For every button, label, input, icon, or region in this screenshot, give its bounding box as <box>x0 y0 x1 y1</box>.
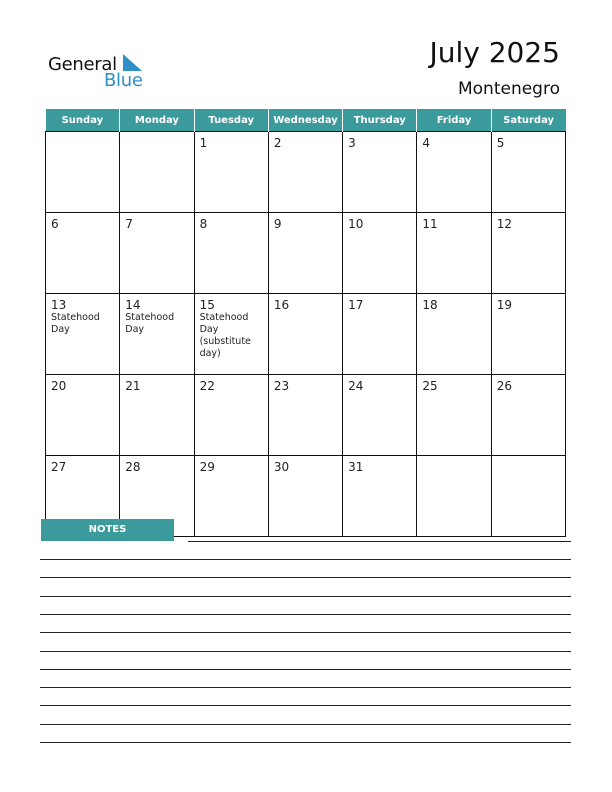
day-number: 15 <box>199 298 215 312</box>
holiday-label: Statehood <box>199 312 249 323</box>
holiday-label: day) <box>199 348 221 359</box>
day-number: 23 <box>273 379 290 393</box>
day-cell <box>491 213 565 294</box>
day-number: 4 <box>422 136 431 150</box>
day-number: 17 <box>348 298 364 312</box>
note-line <box>40 687 571 688</box>
day-cell <box>194 456 268 537</box>
note-line <box>40 705 571 706</box>
day-cell <box>491 456 565 537</box>
day-cell <box>194 132 268 213</box>
day-cell <box>343 132 417 213</box>
day-number: 24 <box>348 379 364 393</box>
logo-general-text: General <box>48 54 117 75</box>
weekday-sunday: Sunday <box>46 109 120 132</box>
day-cell <box>343 456 417 537</box>
weekday-monday: Monday <box>120 109 194 132</box>
day-cell <box>268 375 342 456</box>
day-cell <box>268 456 342 537</box>
day-cell <box>120 294 194 375</box>
day-cell <box>120 375 194 456</box>
holiday-label: Day <box>125 324 145 335</box>
note-line <box>40 651 571 652</box>
day-cell <box>268 132 342 213</box>
weekday-friday: Friday <box>417 109 491 132</box>
day-cell <box>343 294 417 375</box>
weekday-header-row <box>46 109 566 132</box>
day-number: 14 <box>125 298 141 312</box>
note-line <box>40 632 571 633</box>
holiday-label: Statehood <box>125 312 175 323</box>
day-cell <box>491 294 565 375</box>
day-number: 10 <box>348 217 364 231</box>
day-cell <box>417 294 491 375</box>
calendar-grid <box>45 109 566 537</box>
day-number: 16 <box>273 298 290 312</box>
day-cell <box>194 294 268 375</box>
day-cell <box>46 294 120 375</box>
note-line <box>40 742 571 743</box>
day-number: 18 <box>422 298 438 312</box>
day-number: 31 <box>348 460 364 474</box>
day-cell <box>417 456 491 537</box>
day-number: 3 <box>348 136 356 150</box>
day-number: 6 <box>51 217 59 231</box>
day-number: 1 <box>199 136 208 150</box>
day-number: 29 <box>199 460 215 474</box>
day-number: 7 <box>125 217 133 231</box>
week-row <box>46 132 566 213</box>
weekday-saturday: Saturday <box>491 109 565 132</box>
week-row <box>46 294 566 375</box>
weekday-wednesday: Wednesday <box>268 109 342 132</box>
day-number: 28 <box>125 460 141 474</box>
day-cell <box>343 213 417 294</box>
note-line <box>40 614 571 615</box>
notes-label: NOTES <box>41 519 174 541</box>
day-number: 25 <box>422 379 438 393</box>
day-cell <box>417 132 491 213</box>
day-cell <box>491 132 565 213</box>
holiday-label: Statehood <box>51 312 100 323</box>
day-cell <box>417 213 491 294</box>
logo-blue-text: Blue <box>104 70 143 91</box>
day-number: 20 <box>51 379 67 393</box>
day-number: 22 <box>199 379 215 393</box>
day-number: 9 <box>273 217 282 231</box>
country-name: Montenegro <box>457 79 560 99</box>
day-cell <box>268 294 342 375</box>
day-number: 2 <box>273 136 282 150</box>
week-row <box>46 213 566 294</box>
day-cell <box>46 375 120 456</box>
day-number: 19 <box>496 298 512 312</box>
day-cell <box>120 132 194 213</box>
day-number: 11 <box>422 217 438 231</box>
holiday-label: (substitute <box>199 336 251 347</box>
day-cell <box>46 132 120 213</box>
note-line <box>188 541 571 542</box>
holiday-label: Day <box>51 324 70 335</box>
day-number: 5 <box>496 136 505 150</box>
weekday-thursday: Thursday <box>343 109 417 132</box>
day-number: 26 <box>496 379 512 393</box>
day-cell <box>268 213 342 294</box>
week-row <box>46 375 566 456</box>
day-cell <box>491 375 565 456</box>
note-line <box>40 577 571 578</box>
day-cell <box>343 375 417 456</box>
day-number: 21 <box>125 379 141 393</box>
day-cell <box>194 375 268 456</box>
day-cell <box>194 213 268 294</box>
holiday-label: Day <box>199 324 219 335</box>
generalblue-logo <box>48 52 158 92</box>
note-line <box>40 669 571 670</box>
note-line <box>40 596 571 597</box>
day-cell <box>46 213 120 294</box>
weekday-tuesday: Tuesday <box>194 109 268 132</box>
day-number: 12 <box>496 217 512 231</box>
day-cell <box>417 375 491 456</box>
day-number: 13 <box>51 298 67 312</box>
day-number: 30 <box>273 460 290 474</box>
note-line <box>40 724 571 725</box>
day-number: 8 <box>199 217 208 231</box>
day-cell <box>120 213 194 294</box>
calendar-title: July 2025 <box>429 36 560 69</box>
day-number: 27 <box>51 460 67 474</box>
note-line <box>40 559 571 560</box>
